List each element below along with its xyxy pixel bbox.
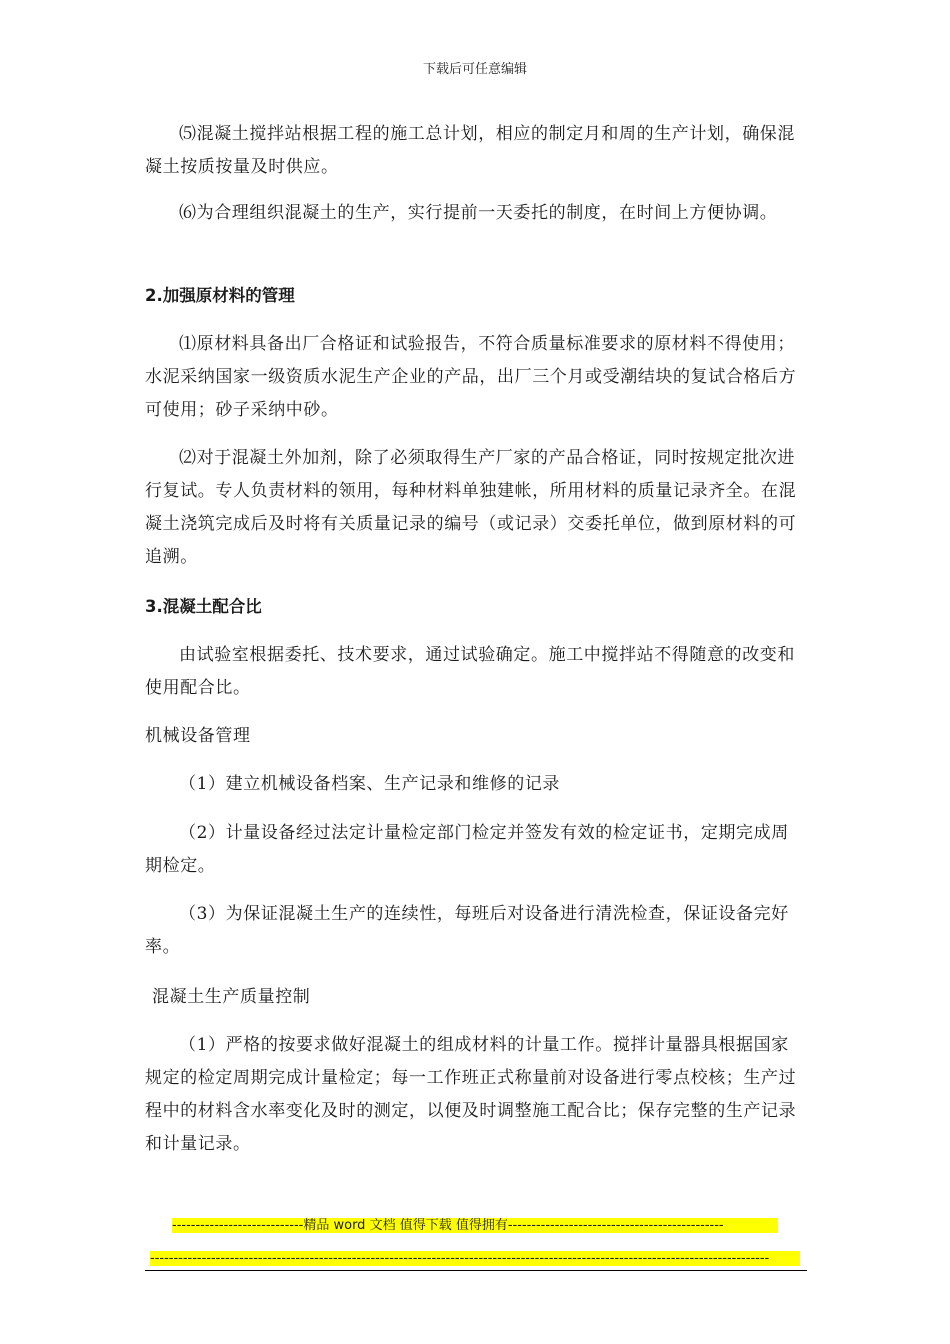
footer-rule: [145, 1270, 807, 1271]
equipment-title: 机械设备管理: [145, 726, 251, 746]
mix-ratio-paragraph: 由试验室根据委托、技术要求，通过试验确定。施工中搅拌站不得随意的改变和使用配合比。: [145, 645, 795, 698]
section-heading-3: 3.混凝土配合比: [145, 597, 262, 616]
material-item-2: ⑵对于混凝土外加剂，除了必须取得生产厂家的产品合格证，同时按规定批次进行复试。专人负责材料的领用，每种材料单独建帐，所用材料的质量记录齐全。在混凝土浇筑完成后及时将有关质量记录的编号（或记录）交委托单位，做到原材料的可追溯。: [145, 448, 797, 567]
page-header: 下载后可任意编辑: [422, 62, 527, 77]
paragraph-5: ⑸混凝土搅拌站根据工程的施工总计划，相应的制定月和周的生产计划，确保混凝土按质按量及时供应。: [145, 124, 795, 177]
equipment-item-2: （2）计量设备经过法定计量检定部门检定并签发有效的检定证书，定期完成周期检定。: [145, 823, 789, 876]
equipment-item-1: （1）建立机械设备档案、生产记录和维修的记录: [179, 774, 561, 794]
footer-dashes: ------------------------------------------------------------------------------------------------------------------------------------: [150, 1251, 800, 1266]
footer-banner: ----------------------------精品 word 文档 值得下载 值得拥有----------------------------------------------: [172, 1218, 778, 1233]
equipment-item-3: （3）为保证混凝土生产的连续性，每班后对设备进行清洗检查，保证设备完好率。: [145, 904, 789, 957]
quality-item-1: （1）严格的按要求做好混凝土的组成材料的计量工作。搅拌计量器具根据国家规定的检定周期完成计量检定；每一工作班正式称量前对设备进行零点校核；生产过程中的材料含水率变化及时的测定，以便及时调整施工配合比；保存完整的生产记录和计量记录。: [145, 1035, 797, 1154]
section-heading-2: 2.加强原材料的管理: [145, 286, 295, 305]
paragraph-6: ⑹为合理组织混凝土的生产，实行提前一天委托的制度，在时间上方便协调。: [179, 203, 778, 223]
quality-title: 混凝土生产质量控制: [152, 987, 311, 1007]
material-item-1: ⑴原材料具备出厂合格证和试验报告，不符合质量标准要求的原材料不得使用；水泥采纳国家一级资质水泥生产企业的产品，出厂三个月或受潮结块的复试合格后方可使用；砂子采纳中砂。: [145, 334, 797, 420]
